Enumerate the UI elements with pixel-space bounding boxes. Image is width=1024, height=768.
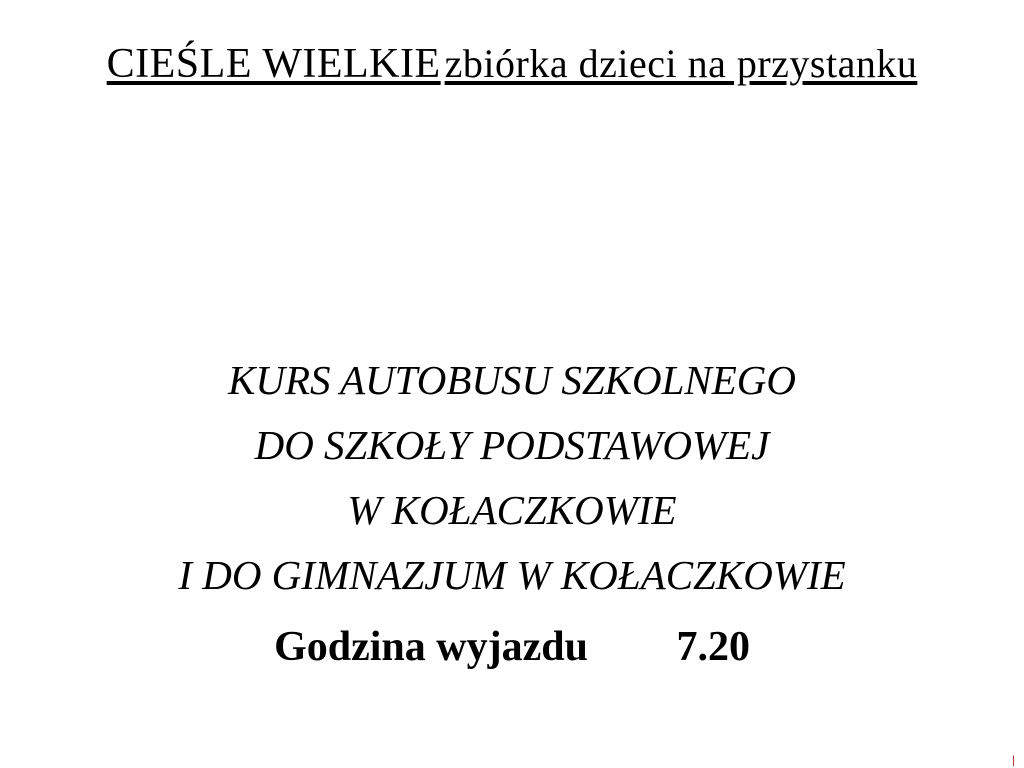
body-line-3: W KOŁACZKOWIE [347,487,677,533]
body-line-2: DO SZKOŁY PODSTAWOWEJ [254,422,770,468]
header-subtitle-line: zbiórka dzieci na przystanku [444,41,918,86]
departure-time: 7.20 [676,624,750,670]
body-line-4: I DO GIMNAZJUM W KOŁACZKOWIE [178,552,846,598]
departure-block [0,620,1024,674]
body-line-1: KURS AUTOBUSU SZKOLNEGO [227,357,796,403]
corner-mark-icon: | [1012,754,1016,766]
body-block [0,348,1024,608]
header-block [0,38,1024,90]
departure-label: Godzina wyjazdu [274,624,588,670]
header-title-line: CIEŚLE WIELKIE [106,41,441,87]
departure-row [274,620,750,674]
